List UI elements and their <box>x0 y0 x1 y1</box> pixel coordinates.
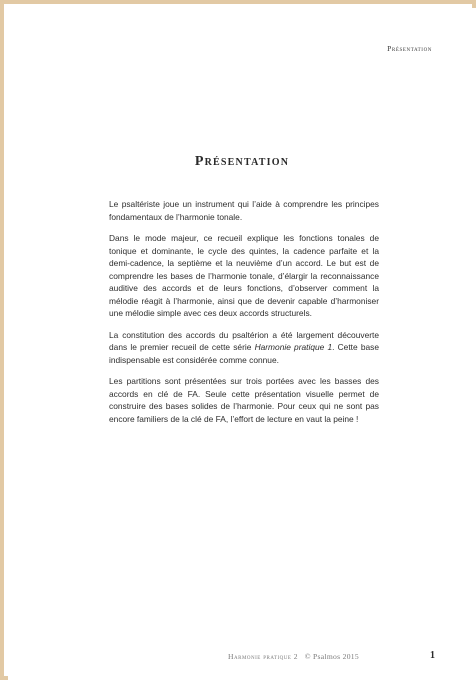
paragraph-major-mode: Dans le mode majeur, ce recueil explique les fonctions tonales de tonique et dominante, le cycle des quintes, la cadence parfaite et la demi-cadence, la septième et la neuvième d’un accord. Le but est de comprendre les bases de l’harmonie tonale, d’élargir la reconnaissance auditive des accords et de leurs fonctions, d’observer comment la mélodie réagit à l’harmonie, ainsi que de devenir capable d’harmoniser une mélodie simple avec ces deux accords structurels. <box>109 233 379 318</box>
book-reference: Harmonie pratique 1 <box>254 342 333 352</box>
paragraph-intro: Le psaltériste joue un instrument qui l’aide à comprendre les principes fondamentaux de l’harmonie tonale. <box>109 199 379 222</box>
paragraph-text-before: La constitution des accords du psaltérion a été largement découverte dans le premier recueil de cette série <box>109 329 379 352</box>
document-page <box>8 8 476 680</box>
section-title: Présentation <box>194 154 290 169</box>
footer-copyright: © Psalmos 2015 <box>304 652 359 661</box>
paragraph-scores: Les partitions sont présentées sur trois portées avec les basses des accords en clé de FA. Seule cette présentation visuelle permet de construire des bases solides de l’harmonie. Pour ceux qui ne sont pas encore familiers de la clé de FA, l’effort de lecture en vaut la peine ! <box>109 376 379 424</box>
footer-credits <box>228 652 359 661</box>
running-header: Présentation <box>387 44 432 53</box>
paragraph-text-after: . Cette base indispensable est considérée comme connue. <box>109 342 379 365</box>
paragraph-chord-constitution <box>109 329 379 367</box>
footer-book-title: Harmonie pratique 2 <box>228 652 299 661</box>
body-text <box>109 198 379 434</box>
page-number: 1 <box>430 650 435 661</box>
